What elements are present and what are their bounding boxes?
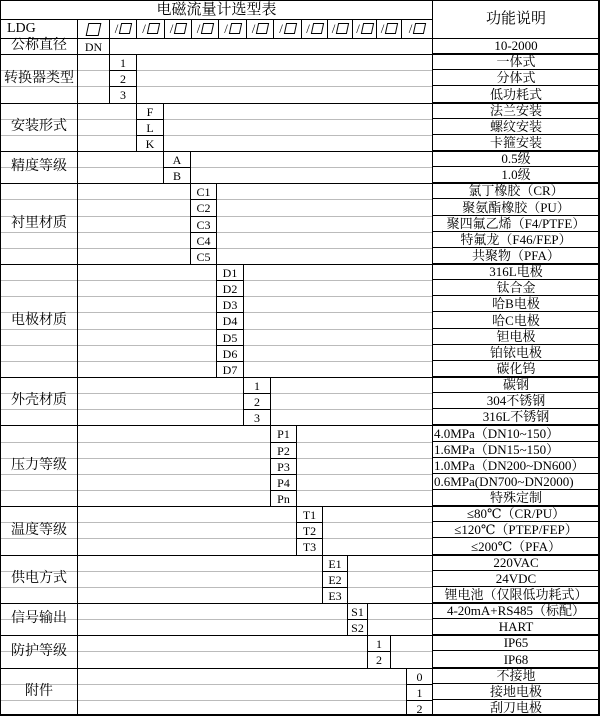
desc-cell: 304不锈钢 bbox=[432, 393, 600, 409]
group-label: 电极材质 bbox=[11, 312, 67, 328]
code-cell: P2 bbox=[270, 442, 297, 459]
code-cell: 2 bbox=[406, 700, 433, 716]
desc-cell: 特殊定制 bbox=[432, 490, 600, 506]
code-cell: B bbox=[163, 167, 191, 184]
group-label: 温度等级 bbox=[11, 522, 67, 538]
desc-cell: 4.0MPa（DN10~150） bbox=[432, 425, 600, 442]
group-label: 外壳材质 bbox=[11, 393, 67, 408]
code-cell: E1 bbox=[322, 555, 348, 572]
desc-cell: 316L不锈钢 bbox=[432, 409, 600, 425]
code-cell: T1 bbox=[296, 506, 323, 523]
checkbox-square-icon bbox=[119, 23, 132, 34]
desc-cell: 氯丁橡胶（CR） bbox=[432, 183, 600, 199]
desc-cell: 碳钢 bbox=[432, 377, 600, 393]
desc-cell: 碳化钨 bbox=[432, 361, 600, 377]
code-cell: C5 bbox=[190, 248, 217, 265]
code-cell: 3 bbox=[243, 409, 271, 426]
code-cell: S2 bbox=[347, 619, 368, 636]
code-cell: 0 bbox=[406, 668, 433, 685]
desc-cell: 316L电极 bbox=[432, 264, 600, 280]
checkbox-square-icon bbox=[86, 23, 102, 36]
code-cell: D7 bbox=[216, 361, 244, 378]
code-cell: 2 bbox=[367, 651, 391, 669]
code-cell: D1 bbox=[216, 264, 244, 281]
desc-cell: 哈B电极 bbox=[432, 296, 600, 312]
desc-cell: 不接地 bbox=[432, 668, 600, 684]
group-label: 安装形式 bbox=[11, 119, 67, 134]
model-box-cell: / bbox=[327, 19, 352, 38]
function-column-header: 功能说明 bbox=[485, 11, 546, 27]
desc-cell: 接地电极 bbox=[432, 684, 600, 700]
checkbox-square-icon bbox=[413, 23, 426, 34]
checkbox-square-icon bbox=[336, 23, 349, 34]
code-cell: D4 bbox=[216, 312, 244, 330]
group-label: 附件 bbox=[25, 684, 53, 699]
desc-cell: 卡箍安装 bbox=[432, 135, 600, 151]
code-cell: T2 bbox=[296, 522, 323, 539]
code-cell: 1 bbox=[243, 377, 271, 394]
desc-cell: 1.6MPa（DN15~150） bbox=[432, 442, 600, 458]
code-cell: D6 bbox=[216, 345, 244, 362]
desc-cell: 铂铱电极 bbox=[432, 345, 600, 361]
desc-cell: 法兰安装 bbox=[432, 103, 600, 119]
dn-box-cell bbox=[77, 19, 110, 39]
code-cell: C2 bbox=[190, 199, 217, 217]
code-cell: C4 bbox=[190, 232, 217, 249]
model-box-cell: / bbox=[109, 19, 136, 38]
checkbox-square-icon bbox=[256, 23, 269, 34]
desc-cell: 0.6MPa(DN700~DN2000) bbox=[432, 474, 600, 490]
model-prefix: LDG bbox=[7, 20, 36, 36]
code-cell: C1 bbox=[190, 183, 217, 200]
code-cell: 2 bbox=[243, 393, 271, 410]
desc-cell: 螺纹安装 bbox=[432, 119, 600, 135]
code-cell: D5 bbox=[216, 329, 244, 346]
table-title: 电磁流量计选型表 bbox=[156, 1, 277, 18]
desc-cell: 钽电极 bbox=[432, 329, 600, 345]
desc-cell: 220VAC bbox=[432, 555, 600, 571]
model-box-cell: / bbox=[301, 19, 327, 38]
group-label: 供电方式 bbox=[11, 571, 67, 586]
checkbox-square-icon bbox=[311, 23, 324, 34]
code-cell: T3 bbox=[296, 538, 323, 556]
code-cell: E3 bbox=[322, 587, 348, 604]
code-cell: 1 bbox=[406, 684, 433, 701]
code-cell: A bbox=[163, 151, 191, 168]
code-cell: S1 bbox=[347, 603, 368, 620]
checkbox-square-icon bbox=[174, 23, 187, 34]
desc-cell: ≤120℃（PTEP/FEP） bbox=[432, 522, 600, 538]
model-box-cell: / bbox=[136, 19, 164, 38]
model-box-cell: / bbox=[401, 19, 432, 38]
model-box-cell: / bbox=[164, 19, 191, 38]
model-box-cell: / bbox=[218, 19, 246, 38]
code-cell: P4 bbox=[270, 474, 297, 491]
desc-cell: 10-2000 bbox=[432, 38, 600, 54]
desc-cell: 刮刀电极 bbox=[432, 700, 600, 716]
code-cell: F bbox=[136, 103, 164, 120]
desc-cell: 共聚物（PFA） bbox=[432, 248, 600, 264]
desc-cell: ≤200℃（PFA） bbox=[432, 538, 600, 555]
checkbox-square-icon bbox=[284, 23, 297, 34]
code-cell: C3 bbox=[190, 216, 217, 233]
desc-cell: IP68 bbox=[432, 651, 600, 668]
desc-cell: 1.0MPa（DN200~DN600） bbox=[432, 458, 600, 474]
checkbox-square-icon bbox=[361, 23, 374, 34]
code-cell: K bbox=[136, 135, 164, 152]
group-label: 压力等级 bbox=[11, 457, 67, 473]
desc-cell: 分体式 bbox=[432, 70, 600, 86]
desc-cell: 锂电池（仅限低功耗式） bbox=[432, 587, 600, 603]
code-cell: D2 bbox=[216, 280, 244, 297]
checkbox-square-icon bbox=[385, 23, 398, 34]
code-cell: 1 bbox=[367, 635, 391, 652]
checkbox-square-icon bbox=[229, 23, 242, 34]
desc-cell: 24VDC bbox=[432, 571, 600, 587]
desc-cell: 4-20mA+RS485（标配） bbox=[432, 603, 600, 619]
group-label: 公称直径 bbox=[11, 38, 67, 53]
model-box-cell: / bbox=[191, 19, 218, 38]
desc-cell: ≤80℃（CR/PU） bbox=[432, 506, 600, 522]
checkbox-square-icon bbox=[147, 23, 160, 34]
group-label: 衬里材质 bbox=[11, 215, 67, 231]
desc-cell: 一体式 bbox=[432, 54, 600, 70]
model-box-cell: / bbox=[352, 19, 376, 38]
code-cell: 3 bbox=[109, 86, 137, 104]
group-label: 转换器类型 bbox=[4, 70, 74, 86]
code-cell: P3 bbox=[270, 458, 297, 475]
checkbox-square-icon bbox=[201, 23, 214, 34]
code-cell: P1 bbox=[270, 425, 297, 443]
desc-cell: IP65 bbox=[432, 635, 600, 651]
model-box-cell: / bbox=[376, 19, 401, 38]
desc-cell: 聚四氟乙烯（F4/PTFE） bbox=[432, 216, 600, 232]
code-cell: Pn bbox=[270, 490, 297, 507]
code-cell: E2 bbox=[322, 571, 348, 588]
desc-cell: 特氟龙（F46/FEP） bbox=[432, 232, 600, 248]
group-label: 精度等级 bbox=[11, 159, 67, 174]
code-cell: 2 bbox=[109, 70, 137, 87]
desc-cell: 钛合金 bbox=[432, 280, 600, 296]
code-cell: L bbox=[136, 119, 164, 136]
group-label: 防护等级 bbox=[11, 643, 67, 659]
label-column-divider bbox=[77, 19, 78, 716]
desc-cell: 哈C电极 bbox=[432, 312, 600, 329]
model-box-cell: / bbox=[246, 19, 273, 38]
code-cell: D3 bbox=[216, 296, 244, 313]
code-cell: 1 bbox=[109, 54, 137, 71]
desc-cell: 聚氨酯橡胶（PU） bbox=[432, 199, 600, 216]
desc-cell: HART bbox=[432, 619, 600, 635]
desc-cell: 低功耗式 bbox=[432, 86, 600, 103]
code-cell: DN bbox=[77, 38, 110, 55]
group-label: 信号输出 bbox=[11, 611, 67, 626]
desc-cell: 0.5级 bbox=[432, 151, 600, 167]
desc-cell: 1.0级 bbox=[432, 167, 600, 183]
model-box-cell: / bbox=[273, 19, 301, 38]
